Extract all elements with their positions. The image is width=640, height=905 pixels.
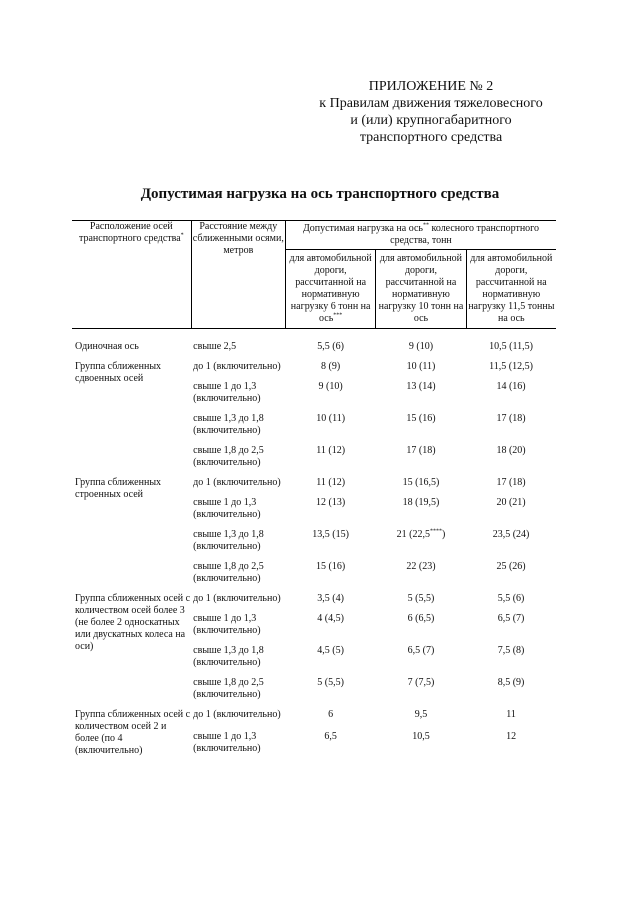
- axle-distance: до 1 (включительно): [193, 593, 281, 604]
- axle-distance: свыше 1,3 до 1,8 (включительно): [193, 529, 264, 552]
- axle-distance: свыше 1 до 1,3 (включительно): [193, 730, 261, 754]
- load-11-5t: 20 (21): [496, 497, 526, 508]
- load-10t: 9,5: [414, 709, 428, 720]
- axle-distance: свыше 1,3 до 1,8 (включительно): [193, 645, 264, 668]
- load-10t: 22 (23): [406, 561, 436, 572]
- header-axle-distance: Расстояние между сближенными осями, метров: [191, 221, 285, 329]
- load-10t: 18 (19,5): [402, 497, 440, 508]
- load-11-5t: 11,5 (12,5): [489, 361, 533, 372]
- axle-distance: до 1 (включительно): [193, 361, 281, 372]
- load-6t: 13,5 (15): [312, 529, 349, 540]
- load-11-5t: 17 (18): [496, 413, 526, 424]
- load-11-5t: 12: [506, 730, 517, 742]
- load-10t: 15 (16,5): [402, 477, 440, 488]
- load-10t: 10 (11): [406, 361, 436, 372]
- load-6t: 4,5 (5): [317, 645, 344, 656]
- appendix-number: ПРИЛОЖЕНИЕ № 2: [368, 79, 494, 94]
- appendix-subtitle-line2: и (или) крупногабаритного: [350, 113, 512, 128]
- table-row: [72, 361, 556, 381]
- load-6t: 5,5 (6): [317, 341, 344, 352]
- axle-group-name: Группа сближенных осей с количеством осей 2 и более (по 4 (включительно): [75, 709, 191, 756]
- load-6t: 11 (12): [316, 445, 346, 456]
- load-6t: 11 (12): [316, 477, 346, 488]
- header-road-6t: для автомобильной дороги, рассчитанной на нормативную нагрузку 6 тонн на ось***: [285, 250, 375, 329]
- load-10t: 17 (18): [406, 445, 436, 456]
- load-6t: 6: [328, 709, 334, 720]
- load-11-5t: 14 (16): [496, 381, 526, 392]
- header-permissible-load: Допустимая нагрузка на ось** колесного транспортного средства, тонн: [285, 221, 556, 250]
- axle-distance: до 1 (включительно): [193, 477, 281, 488]
- load-11-5t: 18 (20): [496, 445, 526, 456]
- load-10t: 6,5 (7): [407, 645, 435, 656]
- appendix-subtitle-line1: к Правилам движения тяжеловесного: [319, 96, 543, 111]
- load-11-5t: 11: [506, 709, 516, 720]
- axle-load-table: [72, 220, 556, 765]
- load-11-5t: 5,5 (6): [497, 593, 525, 604]
- axle-group-name: Группа сближенных осей с количеством осей более 3 (не более 2 односкатных или двускатных колеса на оси): [75, 593, 191, 652]
- table-row: [72, 709, 556, 731]
- axle-group-name: Одиночная ось: [75, 341, 139, 352]
- load-6t: 8 (9): [321, 361, 341, 372]
- load-11-5t: 6,5 (7): [497, 613, 525, 624]
- axle-distance: свыше 1 до 1,3 (включительно): [193, 497, 261, 520]
- load-10t: 21 (22,5****): [396, 528, 446, 540]
- load-6t: 15 (16): [316, 561, 346, 572]
- header-road-10t: для автомобильной дороги, рассчитанной на нормативную нагрузку 10 тонн на ось: [376, 250, 466, 329]
- table-row: [72, 593, 556, 613]
- load-6t: 10 (11): [316, 413, 346, 424]
- axle-distance: свыше 1,8 до 2,5 (включительно): [193, 677, 264, 700]
- axle-group-name: Группа сближенных сдвоенных осей: [75, 361, 162, 384]
- load-10t: 6 (6,5): [407, 613, 435, 624]
- appendix-subtitle-line3: транспортного средства: [359, 130, 503, 145]
- load-11-5t: 10,5 (11,5): [489, 341, 533, 352]
- load-11-5t: 7,5 (8): [497, 645, 525, 656]
- axle-distance: свыше 1,8 до 2,5 (включительно): [193, 561, 264, 584]
- axle-distance: свыше 1,8 до 2,5 (включительно): [193, 445, 264, 468]
- axle-distance: свыше 1,3 до 1,8 (включительно): [193, 413, 264, 436]
- load-11-5t: 25 (26): [496, 561, 526, 572]
- load-10t: 10,5: [412, 730, 430, 742]
- axle-distance: свыше 2,5: [193, 341, 237, 352]
- load-6t: 9 (10): [318, 381, 343, 392]
- axle-distance: свыше 1 до 1,3 (включительно): [193, 613, 261, 636]
- load-10t: 7 (7,5): [407, 677, 435, 688]
- load-11-5t: 17 (18): [496, 477, 526, 488]
- axle-distance: свыше 1 до 1,3 (включительно): [193, 381, 261, 404]
- header-road-11-5t: для автомобильной дороги, рассчитанной на нормативную нагрузку 11,5 тонны на ось: [466, 250, 556, 329]
- appendix-header: [300, 78, 562, 146]
- document-title: Допустимая нагрузка на ось транспортного средства: [140, 186, 500, 202]
- axle-distance: до 1 (включительно): [193, 709, 281, 720]
- header-axle-arrangement: Расположение осей транспортного средства*: [72, 221, 191, 329]
- table-row: [72, 341, 556, 361]
- table-row: [72, 477, 556, 497]
- load-10t: 15 (16): [406, 413, 436, 424]
- load-10t: 5 (5,5): [407, 593, 435, 604]
- load-10t: 13 (14): [406, 381, 436, 392]
- load-6t: 3,5 (4): [317, 593, 344, 604]
- load-6t: 4 (4,5): [317, 613, 344, 624]
- axle-group-name: Группа сближенных строенных осей: [75, 477, 162, 500]
- load-6t: 6,5: [324, 730, 337, 742]
- load-10t: 9 (10): [408, 341, 434, 352]
- load-6t: 12 (13): [316, 497, 346, 508]
- load-11-5t: 23,5 (24): [492, 529, 530, 540]
- load-6t: 5 (5,5): [317, 677, 344, 688]
- load-11-5t: 8,5 (9): [497, 677, 525, 688]
